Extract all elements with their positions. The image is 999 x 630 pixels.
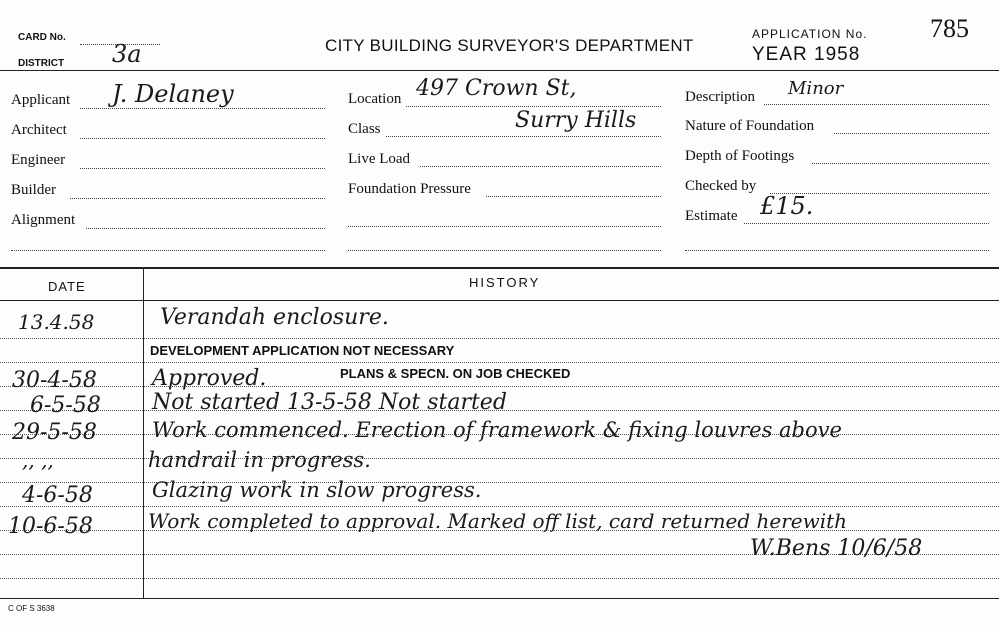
rule-line: [0, 386, 999, 387]
history-text: Work commenced. Erection of framework & fixing louvres above: [152, 418, 842, 442]
footer-divider: [0, 598, 999, 599]
foundation-pressure-label: Foundation Pressure: [348, 181, 471, 197]
left-blank-line: [11, 250, 325, 251]
engineer-label: Engineer: [11, 152, 66, 168]
card-no-label: CARD No.: [18, 32, 66, 43]
location-value: 497 Crown St,: [416, 76, 577, 101]
architect-line: [80, 138, 325, 139]
history-text: Not started 13-5-58 Not started: [152, 390, 507, 415]
alignment-line: [86, 228, 325, 229]
rule-line: [0, 338, 999, 339]
engineer-line: [80, 168, 325, 169]
middle-blank-line: [348, 226, 661, 227]
right-blank-line: [685, 250, 989, 251]
history-text: Work completed to approval. Marked off list, card returned herewith: [148, 509, 848, 533]
district-value: 3a: [112, 40, 142, 68]
nature-of-foundation-line: [834, 133, 989, 134]
applicant-value: J. Delaney: [112, 80, 234, 108]
history-stamp: DEVELOPMENT APPLICATION NOT NECESSARY: [150, 343, 455, 358]
history-date: 6-5-58: [30, 393, 101, 418]
class-value: Surry Hills: [515, 108, 637, 133]
live-load-line: [420, 166, 661, 167]
history-text: Approved.: [152, 366, 267, 391]
header-divider: [0, 70, 999, 71]
history-text: handrail in progress.: [148, 448, 371, 472]
date-column-divider: [143, 268, 144, 598]
checked-by-label: Checked by: [685, 178, 757, 194]
live-load-label: Live Load: [348, 151, 411, 167]
history-date: 4-6-58: [22, 483, 93, 508]
district-label: DISTRICT: [18, 58, 65, 69]
middle-blank-line-2: [348, 250, 661, 251]
history-header-divider: [0, 300, 999, 301]
department-title: CITY BUILDING SURVEYOR'S DEPARTMENT: [325, 36, 694, 55]
history-date: 13.4.58: [18, 310, 95, 334]
application-no-label: APPLICATION No.: [752, 27, 868, 41]
rule-line: [0, 578, 999, 579]
estimate-line: [744, 223, 989, 224]
class-label: Class: [348, 121, 381, 137]
nature-of-foundation-label: Nature of Foundation: [685, 118, 815, 134]
rule-line: [0, 362, 999, 363]
location-line: [406, 106, 661, 107]
description-line: [764, 104, 989, 105]
rule-line: [0, 506, 999, 507]
history-date: 10-6-58: [8, 514, 93, 539]
builder-label: Builder: [11, 182, 56, 198]
applicant-line: [80, 108, 325, 109]
history-text: Glazing work in slow progress.: [152, 478, 482, 502]
year-label: YEAR 1958: [752, 44, 861, 65]
form-code: C OF S 3638: [8, 604, 55, 613]
date-header: DATE: [48, 279, 86, 294]
builder-line: [70, 198, 325, 199]
rule-line: [0, 482, 999, 483]
history-date: ,, ,,: [22, 448, 54, 472]
foundation-pressure-line: [486, 196, 661, 197]
history-signature: W.Bens 10/6/58: [750, 536, 923, 561]
depth-of-footings-line: [812, 163, 989, 164]
class-line: [386, 136, 661, 137]
history-text: Verandah enclosure.: [160, 305, 389, 330]
description-label: Description: [685, 89, 755, 105]
history-divider-top: [0, 267, 999, 269]
architect-label: Architect: [11, 122, 67, 138]
history-header: HISTORY: [469, 275, 541, 290]
depth-of-footings-label: Depth of Footings: [685, 148, 795, 164]
description-value: Minor: [788, 78, 844, 99]
estimate-value: £15.: [760, 192, 814, 220]
alignment-label: Alignment: [11, 212, 76, 228]
location-label: Location: [348, 91, 402, 107]
estimate-label: Estimate: [685, 208, 738, 224]
history-stamp: PLANS & SPECN. ON JOB CHECKED: [340, 366, 571, 381]
application-number: 785: [930, 14, 969, 43]
history-date: 30-4-58: [12, 368, 97, 393]
history-date: 29-5-58: [12, 420, 97, 445]
applicant-label: Applicant: [11, 92, 71, 108]
